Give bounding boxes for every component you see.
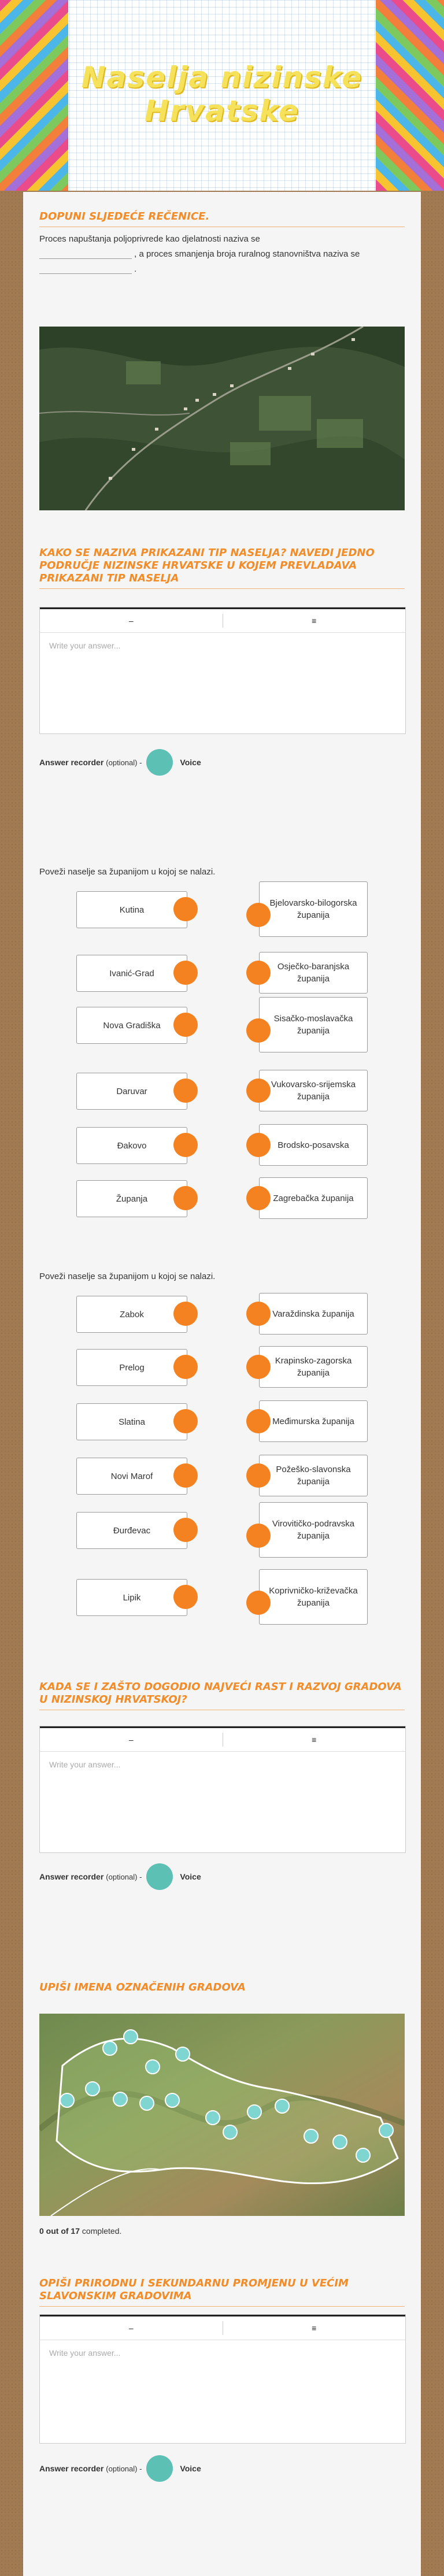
match-left-card[interactable]: Novi Marof	[76, 1458, 187, 1495]
question-heading: KADA SE I ZAŠTO DOGODIO NAJVEĆI RAST I RAZVOJ GRADOVA U NIZINSKOJ HRVATSKOJ?	[39, 1681, 402, 1706]
blank-input-1[interactable]	[39, 250, 132, 259]
match-connector-right[interactable]	[246, 1463, 271, 1488]
match-right-card[interactable]: Sisačko-moslavačka županija	[259, 997, 368, 1052]
editor-toolbar	[40, 1726, 405, 1752]
answer-recorder: Answer recorder (optional) - Voice	[39, 1863, 201, 1890]
match-right-card[interactable]: Krapinsko-zagorska županija	[259, 1346, 368, 1388]
match-connector-left[interactable]	[173, 1302, 198, 1326]
match-right-card[interactable]: Brodsko-posavska	[259, 1124, 368, 1166]
city-marker[interactable]	[176, 2047, 190, 2061]
match-left-card[interactable]: Daruvar	[76, 1073, 187, 1110]
header-banner	[0, 0, 444, 191]
match-connector-left[interactable]	[173, 961, 198, 985]
city-marker[interactable]	[165, 2093, 179, 2107]
editor-toolbar	[40, 607, 405, 633]
match-right-card[interactable]: Vukovarsko-srijemska županija	[259, 1070, 368, 1111]
match-connector-right[interactable]	[246, 1186, 271, 1210]
answer-input[interactable]: Write your answer...	[49, 1760, 121, 1769]
city-marker[interactable]	[146, 2060, 160, 2074]
dash-icon[interactable]: –	[128, 2323, 134, 2333]
match-instruction: Poveži naselje sa županijom u kojoj se nalazi.	[39, 1272, 216, 1281]
answer-recorder: Answer recorder (optional) - Voice	[39, 749, 201, 776]
voice-record-button[interactable]	[146, 749, 173, 776]
match-connector-right[interactable]	[246, 1018, 271, 1043]
voice-record-button[interactable]	[146, 1863, 173, 1890]
answer-editor	[39, 2314, 406, 2444]
match-connector-right[interactable]	[246, 1524, 271, 1548]
city-marker[interactable]	[124, 2030, 138, 2044]
match-connector-left[interactable]	[173, 1186, 198, 1210]
match-connector-right[interactable]	[246, 903, 271, 927]
match-connector-left[interactable]	[173, 1013, 198, 1037]
question-heading: DOPUNI SLJEDEĆE REČENICE.	[39, 210, 210, 223]
match-right-card[interactable]: Požeško-slavonska županija	[259, 1455, 368, 1496]
question-heading: KAKO SE NAZIVA PRIKAZANI TIP NASELJA? NAVEDI JEDNO PODRUČJE NIZINSKE HRVATSKE U KOJEM PREVLADAVA PRIKAZANI TIP NASELJA	[39, 547, 375, 584]
match-connector-right[interactable]	[246, 1355, 271, 1379]
match-connector-left[interactable]	[173, 1463, 198, 1488]
worksheet-page	[23, 192, 421, 2576]
city-marker[interactable]	[356, 2148, 370, 2162]
dash-icon[interactable]: –	[128, 616, 134, 625]
city-marker[interactable]	[206, 2111, 220, 2125]
question-settlement-type	[39, 547, 405, 589]
city-marker[interactable]	[60, 2093, 74, 2107]
city-marker[interactable]	[103, 2041, 117, 2055]
question-heading: UPIŠI IMENA OZNAČENIH GRADOVA	[39, 1981, 246, 1993]
match-connector-left[interactable]	[173, 1518, 198, 1542]
decorative-stripes-left	[0, 0, 68, 191]
match-connector-left[interactable]	[173, 897, 198, 921]
match-connector-right[interactable]	[246, 1078, 271, 1103]
question-fill-blanks	[39, 210, 405, 277]
match-right-card[interactable]: Međimurska županija	[259, 1400, 368, 1442]
city-marker[interactable]	[379, 2123, 393, 2137]
match-connector-left[interactable]	[173, 1585, 198, 1609]
decorative-stripes-right	[376, 0, 444, 191]
match-left-card[interactable]: Zabok	[76, 1296, 187, 1333]
list-icon[interactable]: ≡	[312, 1735, 317, 1744]
match-instruction: Poveži naselje sa županijom u kojoj se nalazi.	[39, 867, 216, 877]
match-right-card[interactable]: Bjelovarsko-bilogorska županija	[259, 881, 368, 937]
match-connector-right[interactable]	[246, 1591, 271, 1615]
match-right-card[interactable]: Varaždinska županija	[259, 1293, 368, 1335]
list-icon[interactable]: ≡	[312, 2323, 317, 2333]
match-left-card[interactable]: Kutina	[76, 891, 187, 928]
match-left-card[interactable]: Lipik	[76, 1579, 187, 1616]
aerial-settlement-photo	[39, 327, 405, 510]
answer-editor	[39, 1726, 406, 1853]
match-right-card[interactable]: Koprivničko-križevačka županija	[259, 1569, 368, 1625]
match-left-card[interactable]: Slatina	[76, 1403, 187, 1440]
fill-blank-sentence: Proces napuštanja poljoprivrede kao djelatnosti naziva se , a proces smanjenja broja ruralnog stanovništva naziva se .	[39, 234, 360, 274]
match-connector-left[interactable]	[173, 1133, 198, 1157]
match-connector-left[interactable]	[173, 1409, 198, 1433]
match-connector-right[interactable]	[246, 1409, 271, 1433]
city-marker[interactable]	[86, 2082, 99, 2096]
completion-counter: 0 out of 17 completed.	[39, 2226, 122, 2236]
match-left-card[interactable]: Prelog	[76, 1349, 187, 1386]
question-heading: OPIŠI PRIRODNU I SEKUNDARNU PROMJENU U VEĆIM SLAVONSKIM GRADOVIMA	[39, 2277, 349, 2302]
match-left-card[interactable]: Nova Gradiška	[76, 1007, 187, 1044]
answer-recorder: Answer recorder (optional) - Voice	[39, 2455, 201, 2482]
match-right-card[interactable]: Zagrebačka županija	[259, 1177, 368, 1219]
question-city-growth	[39, 1681, 405, 1710]
match-connector-left[interactable]	[173, 1355, 198, 1379]
list-icon[interactable]: ≡	[312, 616, 317, 625]
match-connector-right[interactable]	[246, 1133, 271, 1157]
voice-record-button[interactable]	[146, 2455, 173, 2482]
match-right-card[interactable]: Virovitičko-podravska županija	[259, 1502, 368, 1558]
question-population-change	[39, 2277, 405, 2307]
match-connector-left[interactable]	[173, 1078, 198, 1103]
match-left-card[interactable]: Ivanić-Grad	[76, 955, 187, 992]
match-left-card[interactable]: Đurđevac	[76, 1512, 187, 1549]
match-left-card[interactable]: Đakovo	[76, 1127, 187, 1164]
city-marker[interactable]	[113, 2092, 127, 2106]
question-label-cities	[39, 1981, 405, 1994]
editor-toolbar	[40, 2315, 405, 2340]
city-marker[interactable]	[304, 2129, 318, 2143]
city-marker[interactable]	[140, 2096, 154, 2110]
blank-input-2[interactable]	[39, 265, 132, 274]
answer-editor	[39, 607, 406, 734]
city-marker[interactable]	[333, 2135, 347, 2149]
match-left-card[interactable]: Županja	[76, 1180, 187, 1217]
dash-icon[interactable]: –	[128, 1735, 134, 1744]
match-connector-right[interactable]	[246, 961, 271, 985]
city-marker[interactable]	[275, 2099, 289, 2113]
city-marker[interactable]	[247, 2105, 261, 2119]
page-title: Naselja nizinske Hrvatske	[81, 61, 363, 128]
answer-input[interactable]: Write your answer...	[49, 2348, 121, 2358]
match-right-card[interactable]: Osječko-baranjska županija	[259, 952, 368, 994]
answer-input[interactable]: Write your answer...	[49, 641, 121, 650]
match-connector-right[interactable]	[246, 1302, 271, 1326]
city-marker[interactable]	[223, 2125, 237, 2139]
relief-map	[39, 2014, 405, 2216]
